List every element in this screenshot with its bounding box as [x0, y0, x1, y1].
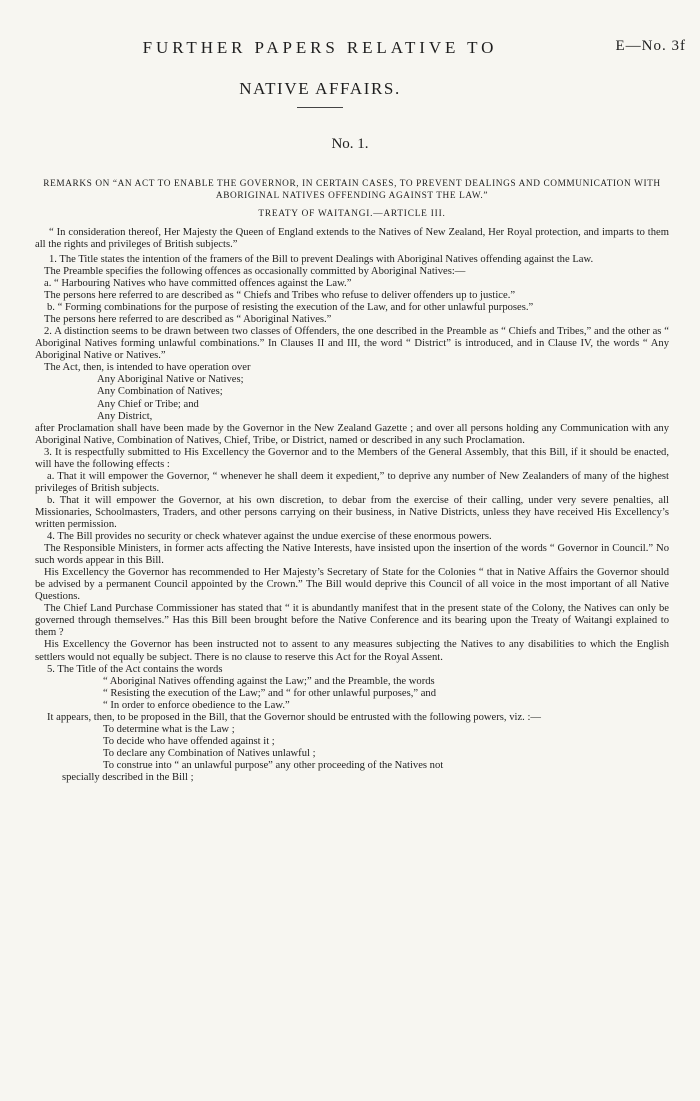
paragraph: 4. The Bill provides no security or check whatever against the undue exercise of these enormous powers.: [47, 531, 492, 543]
paragraph: b. That it will empower the Governor, at his own discretion, to debar from the exercise of their calling, under very severe penalties, all Missionaries, Schoolmasters, Traders, and other persons carrying on their business, in Native Districts, unless they have received His Excellency’s written permission.: [35, 494, 669, 530]
paper-number: No. 1.: [331, 136, 369, 152]
list-item: To decide who have offended against it ;: [103, 735, 275, 747]
paper-code: E—No. 3f: [615, 38, 686, 54]
list-item: “ In order to enforce obedience to the Law.”: [103, 699, 290, 711]
document-body: [35, 178, 669, 784]
list-item: To declare any Combination of Natives unlawful ;: [103, 747, 316, 759]
paragraph: His Excellency the Governor has recommended to Her Majesty’s Secretary of State for the Colonies “ that in Native Affairs the Governor should be advised by a permanent Council appointed by the Crown.” The Bill would deprive this Council of all voice in the most important of all Native Questions.: [35, 567, 669, 603]
list-item-continuation: specially described in the Bill ;: [62, 771, 194, 783]
list-item: To construe into “ an unlawful purpose” any other proceeding of the Natives not: [103, 759, 444, 771]
list-item: Any Combination of Natives;: [97, 386, 223, 398]
paragraph: 5. The Title of the Act contains the words: [47, 663, 223, 675]
list-item: To determine what is the Law ;: [103, 723, 235, 735]
title-divider: [297, 107, 343, 108]
remarks-heading: REMARKS ON “AN ACT TO ENABLE THE GOVERNOR, IN CERTAIN CASES, TO PREVENT DEALINGS AND COMMUNICATION WITH ABORIGINAL NATIVES OFFENDING AGAINST THE LAW.”: [43, 179, 661, 202]
treaty-heading: TREATY OF WAITANGI.—ARTICLE III.: [258, 208, 446, 219]
list-item: Any Chief or Tribe; and: [97, 398, 199, 410]
list-item: Any District,: [97, 410, 153, 422]
list-item: Any Aboriginal Native or Natives;: [97, 374, 244, 386]
paragraph: His Excellency the Governor has been instructed not to assent to any measures subjecting the Natives to any disabilities to which the English settlers would not equally be subject. There is no clause to reserve this Act for the Royal Assent.: [35, 639, 669, 663]
paragraph: a. “ Harbouring Natives who have committed offences against the Law.”: [44, 278, 352, 290]
paragraph: The Chief Land Purchase Commissioner has stated that “ it is abundantly manifest that in the present state of the Colony, the Natives can only be governed through themselves.” Has this Bill been brought before the Native Conference and its bearing upon the Treaty of Waitangi explained to them ?: [35, 603, 669, 639]
paragraph: The persons here referred to are described as “ Chiefs and Tribes who refuse to deliver offenders up to justice.”: [44, 290, 516, 302]
paragraph: The Responsible Ministers, in former acts affecting the Native Interests, have insisted upon the insertion of the words “ Governor in Council.” No such words appear in this Bill.: [35, 543, 669, 567]
paragraph: b. “ Forming combinations for the purpose of resisting the execution of the Law, and for other unlawful purposes.”: [47, 302, 534, 314]
paragraph: 3. It is respectfully submitted to His Excellency the Governor and to the Members of the General Assembly, that this Bill, if it should be enacted, will have the following effects :: [35, 446, 669, 470]
paragraph: The persons here referred to are described as “ Aboriginal Natives.”: [44, 314, 332, 326]
list-item: “ Aboriginal Natives offending against the Law;” and the Preamble, the words: [103, 675, 435, 687]
paragraph: “ In consideration thereof, Her Majesty the Queen of England extends to the Natives of New Zealand, Her Royal protection, and imparts to them all the rights and privileges of British subjects.”: [35, 226, 669, 250]
list-item: “ Resisting the execution of the Law;” and “ for other unlawful purposes,” and: [103, 687, 437, 699]
paragraph: after Proclamation shall have been made by the Governor in the New Zealand Gazette ; and over all persons holding any Communication with any Aboriginal Native, Combination of Natives, Chief, Tribe, or District, named or described in any such Proclamation.: [35, 422, 669, 446]
paragraph: 2. A distinction seems to be drawn between two classes of Offenders, the one described in the Preamble as “ Chiefs and Tribes,” and the other as “ Aboriginal Natives forming unlawful combinations.” In Clauses II and III, the word “ District” is introduced, and in Clause IV, the words “ Any Aboriginal Native or Natives.”: [35, 326, 669, 362]
document-title: FURTHER PAPERS RELATIVE TO: [142, 38, 498, 57]
document-subtitle: NATIVE AFFAIRS.: [239, 79, 401, 98]
paragraph: It appears, then, to be proposed in the Bill, that the Governor should be entrusted with the following powers, viz. :—: [47, 711, 541, 723]
paragraph: a. That it will empower the Governor, “ whenever he shall deem it expedient,” to deprive any number of New Zealanders of many of the highest privileges of British subjects.: [35, 470, 669, 494]
paragraph: 1. The Title states the intention of the framers of the Bill to prevent Dealings with Aboriginal Natives offending against the Law.: [49, 253, 594, 265]
paragraph: The Preamble specifies the following offences as occasionally committed by Aboriginal Natives:—: [44, 266, 466, 277]
paragraph: The Act, then, is intended to have operation over: [44, 362, 251, 374]
